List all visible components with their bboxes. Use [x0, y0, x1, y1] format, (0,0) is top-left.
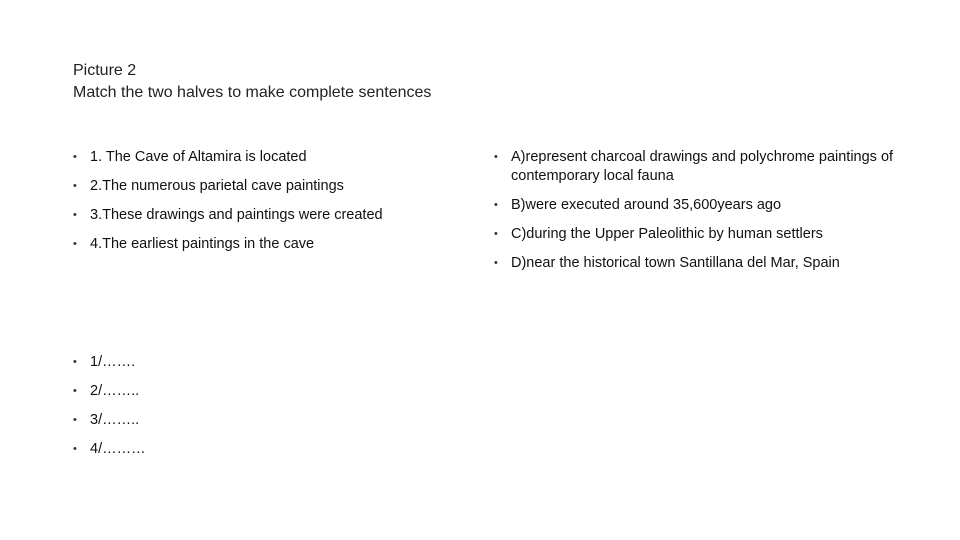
- list-item: • B)were executed around 35,600years ago: [494, 196, 914, 215]
- answer-blank: • 4/………: [73, 440, 273, 459]
- answer-blank: • 3/……..: [73, 411, 273, 430]
- answer-blanks-list: [73, 353, 273, 469]
- answer-blank: • 1/…….: [73, 353, 273, 372]
- page-title: [73, 60, 431, 104]
- sentence-beginnings-list: [73, 148, 453, 264]
- answer-blank: • 2/……..: [73, 382, 273, 401]
- list-item: • D)near the historical town Santillana del Mar, Spain: [494, 254, 914, 273]
- picture-label: Picture 2: [73, 62, 137, 79]
- list-item: • 4.The earliest paintings in the cave: [73, 235, 453, 254]
- list-item: • A)represent charcoal drawings and polychrome paintings of contemporary local fauna: [494, 148, 914, 186]
- sentence-endings-list: [494, 148, 914, 283]
- instructions: Match the two halves to make complete sentences: [73, 84, 432, 101]
- list-item: • 2.The numerous parietal cave paintings: [73, 177, 453, 196]
- list-item: • 3.These drawings and paintings were created: [73, 206, 453, 225]
- list-item: • C)during the Upper Paleolithic by human settlers: [494, 225, 914, 244]
- list-item: • 1. The Cave of Altamira is located: [73, 148, 453, 167]
